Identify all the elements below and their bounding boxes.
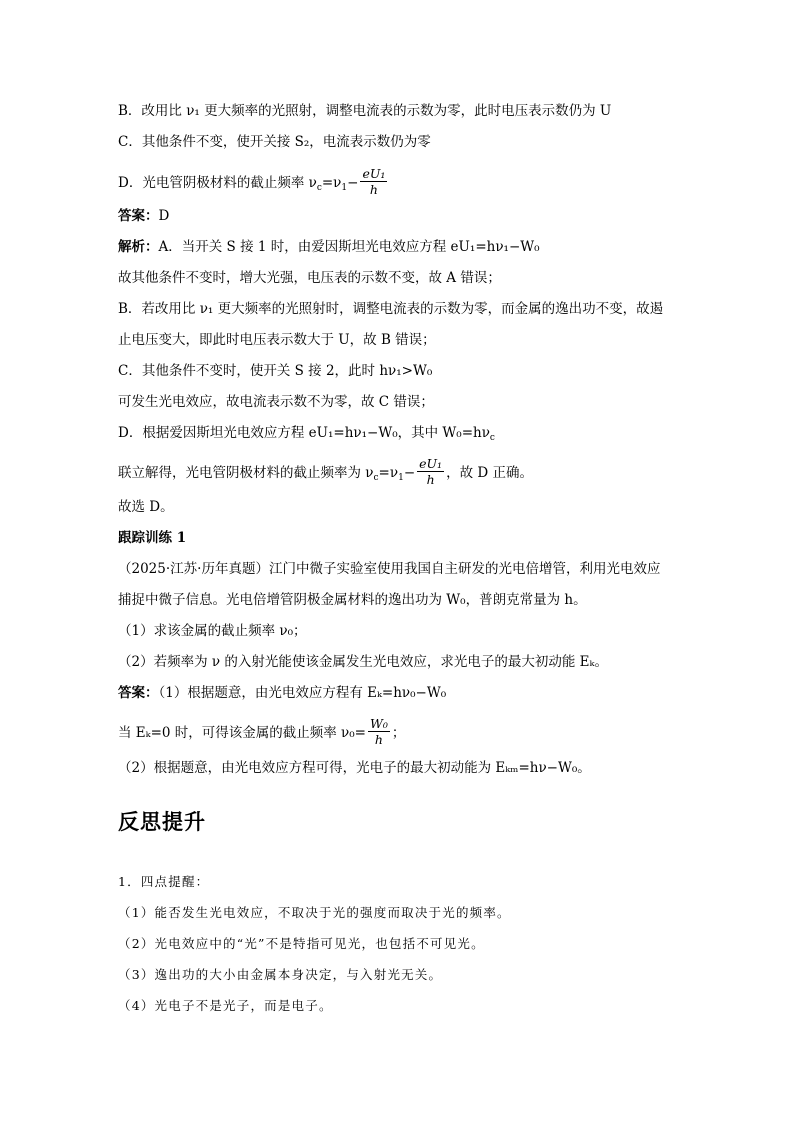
exercise-answer-text: （1）根据题意，由光电效应方程有 Eₖ=hν₀−W₀: [158, 685, 447, 701]
section-heading: 反思提升: [118, 810, 206, 834]
analysis-line-8: 联立解得，光电管阴极材料的截止频率为 $\nu_c=\nu_1-$ $\frac{\text{eU₁}}{h}$ ，故 D 正确。: [118, 456, 533, 487]
reflection-tip: （4）光电子不是光子，而是电子。: [118, 998, 333, 1013]
option-d-fraction: [360, 166, 387, 197]
option-d-text: D．光电管阴极材料的截止频率 ν: [118, 175, 317, 191]
fraction-denominator: h: [374, 732, 383, 747]
reflection-tip: （1）能否发生光电效应，不取决于光的强度而取决于光的频率。: [118, 905, 511, 920]
exercise-stem-1: （2025·江苏·历年真题）江门中微子实验室使用我国自主研发的光电倍增管，利用光电效应: [118, 561, 661, 577]
fraction-numerator: eU₁: [362, 166, 386, 181]
exercise-answer-3: （2）根据题意，由光电效应方程可得，光电子的最大初动能为 Eₖₘ=hν−W₀。: [118, 760, 591, 776]
analysis-line-4: 止电压变大，即此时电压表示数大于 U，故 B 错误；: [118, 332, 436, 348]
analysis-line-5: C．其他条件不变时，使开关 S 接 2，此时 hν₁>W₀: [118, 363, 433, 379]
exercise-fraction: [368, 716, 390, 747]
option-b: B．改用比 ν₁ 更大频率的光照射，调整电流表的示数为零，此时电压表示数仍为 U: [118, 103, 612, 119]
analysis-line-7-text: D．根据爱因斯坦光电效应方程 eU₁=hν₁−W₀，其中 W₀=hν: [118, 425, 490, 441]
exercise-answer-label: 答案：: [118, 685, 159, 701]
analysis-line-8-prefix: 联立解得，光电管阴极材料的截止频率为 ν: [118, 465, 374, 481]
exercise-title: 跟踪训练 1: [118, 530, 187, 546]
analysis-line-7: D．根据爱因斯坦光电效应方程 eU₁=hν₁−W₀，其中 $W_0=h\nu_c$: [118, 425, 495, 443]
fraction-denominator: h: [369, 182, 378, 197]
reflection-tip: （3）逸出功的大小由金属本身决定，与入射光无关。: [118, 967, 443, 982]
exercise-question-1: （1）求该金属的截止频率 ν₀；: [118, 623, 307, 639]
exercise-answer-2: [118, 718, 405, 749]
reflection-intro: 1．四点提醒：: [118, 874, 210, 889]
fraction-denominator: h: [426, 472, 435, 487]
exercise-stem-2: 捕捉中微子信息。光电倍增管阴极金属材料的逸出功为 W₀，普朗克常量为 h。: [118, 592, 587, 608]
exercise-question-2: （2）若频率为 ν 的入射光能使该金属发生光电效应，求光电子的最大初动能 Eₖ。: [118, 654, 608, 670]
reflection-tip: （2）光电效应中的“光”不是特指可见光，也包括不可见光。: [118, 936, 485, 951]
analysis-line-1: [118, 237, 540, 257]
analysis-line-6: 可发生光电效应，故电流表示数不为零，故 C 错误；: [118, 394, 434, 410]
analysis-label: 解析：: [118, 239, 159, 255]
answer-label: 答案：: [118, 208, 159, 224]
analysis-line-8-suffix: ，故 D 正确。: [446, 465, 533, 481]
analysis-line-2: 故其他条件不变时，增大光强，电压表的示数不变，故 A 错误；: [118, 270, 501, 286]
analysis-line-9: 故选 D。: [118, 499, 174, 515]
answer-line: [118, 206, 169, 226]
exercise-answer-2-suffix: ；: [391, 725, 406, 741]
analysis-line-3: B．若改用比 ν₁ 更大频率的光照射时，调整电流表的示数为零，而金属的逸出功不变，故遏: [118, 301, 664, 317]
fraction-numerator: W₀: [369, 716, 388, 731]
exercise-answer-1: [118, 683, 446, 703]
analysis-fraction: [417, 456, 444, 487]
answer-value: D: [158, 208, 170, 224]
option-d: D．光电管阴极材料的截止频率 $\nu_c=\nu_1-$ $\frac{\text{eU₁}}{h}$: [118, 166, 386, 197]
option-c: C．其他条件不变，使开关接 S₂，电流表示数仍为零: [118, 134, 431, 150]
exercise-answer-2-prefix: 当 Eₖ=0 时，可得该金属的截止频率 ν₀=: [118, 725, 366, 741]
analysis-text: A．当开关 S 接 1 时，由爱因斯坦光电效应方程 eU₁=hν₁−W₀: [158, 239, 540, 255]
fraction-numerator: eU₁: [419, 456, 443, 471]
